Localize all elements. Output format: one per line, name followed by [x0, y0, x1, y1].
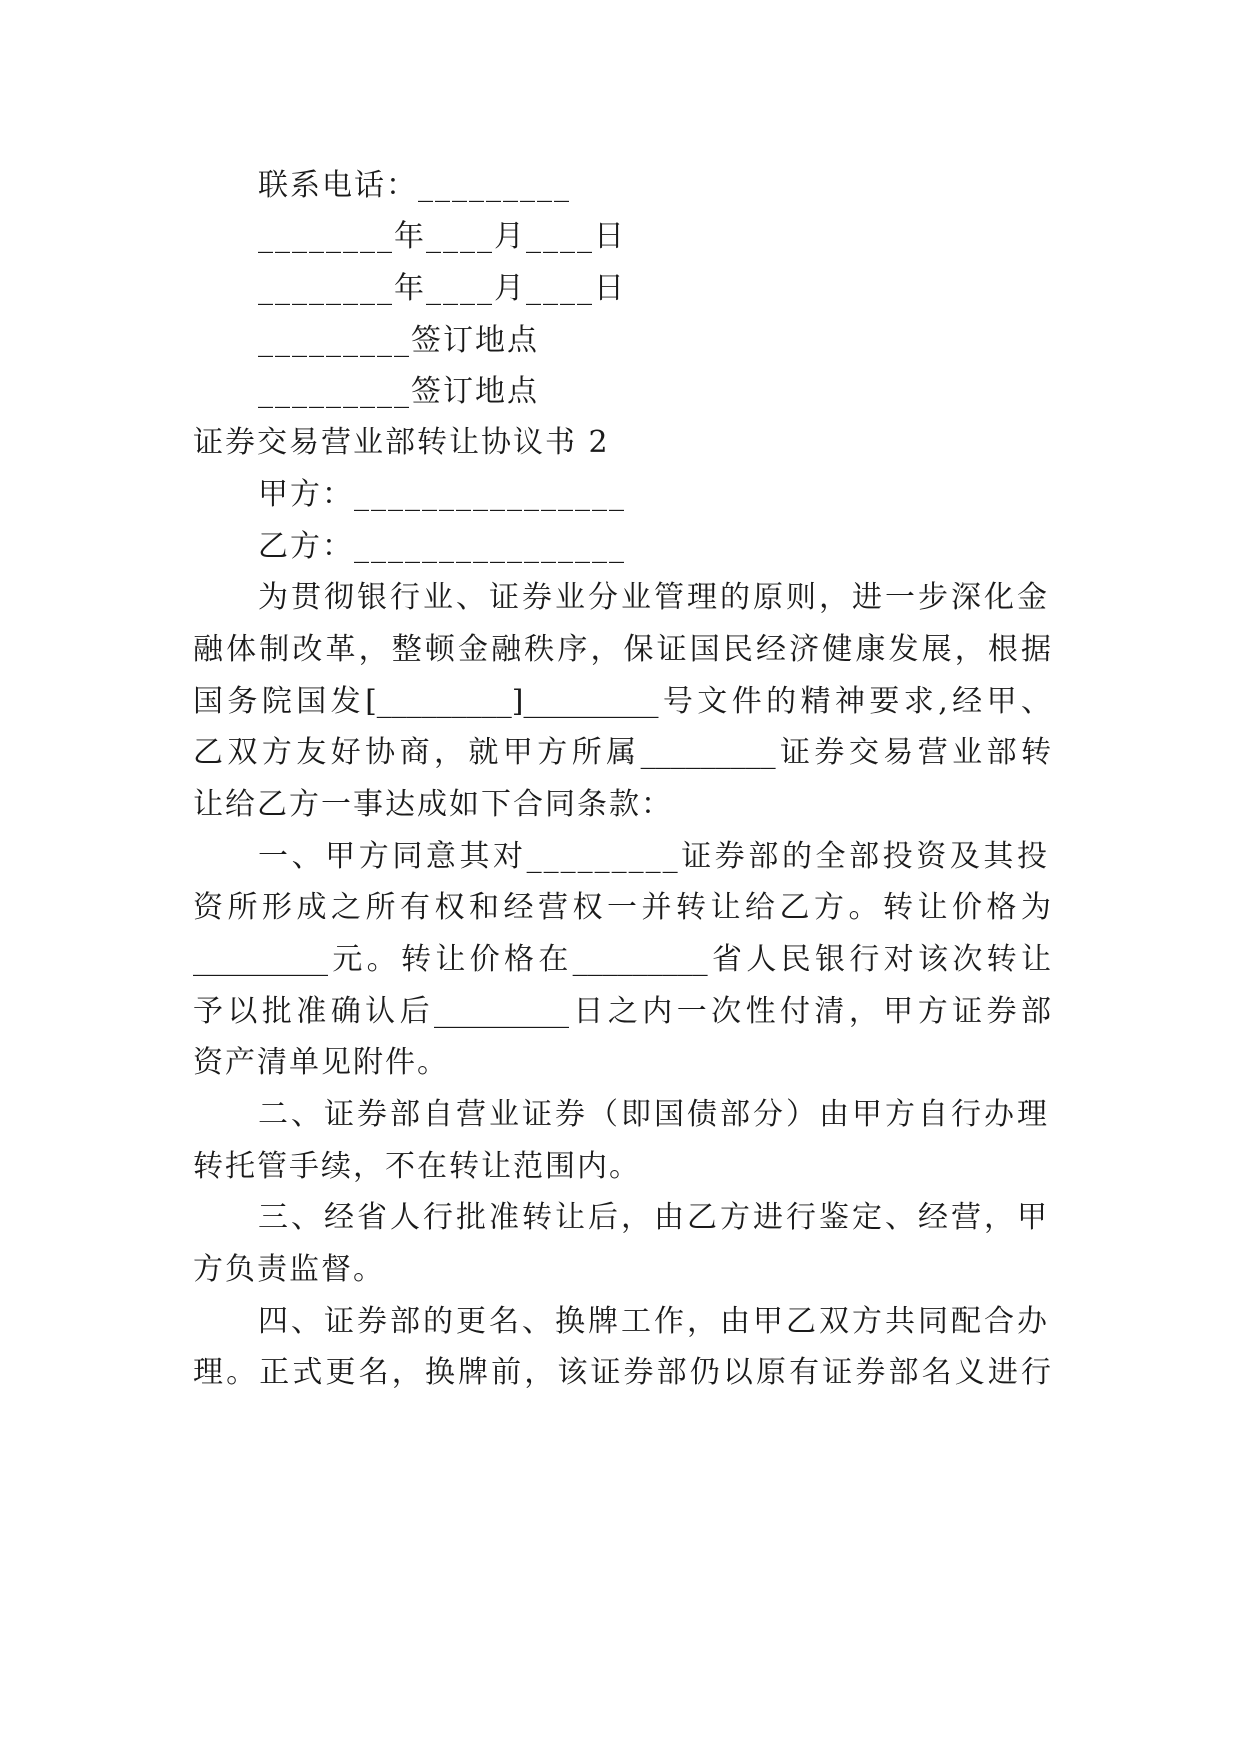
- clause-3-line-2: 方负责监督。: [193, 1252, 385, 1287]
- date-line-1: ________年____月____日: [258, 219, 626, 254]
- contact-phone-line: 联系电话：_________: [258, 168, 571, 203]
- clause-1-line-4: 予以批准确认后_________日之内一次性付清，甲方证券部: [193, 994, 1051, 1029]
- date-line-2: ________年____月____日: [258, 271, 626, 306]
- party-b-line: 乙方：________________: [258, 529, 626, 564]
- clause-1-line-5: 资产清单见附件。: [193, 1045, 449, 1080]
- body-line-1: 为贯彻银行业、证券业分业管理的原则，进一步深化金: [258, 580, 1049, 615]
- signing-place-line-1: _________签订地点: [258, 323, 539, 358]
- clause-4-line-1: 四、证券部的更名、换牌工作，由甲乙双方共同配合办: [258, 1304, 1049, 1339]
- body-line-4: 乙双方友好协商，就甲方所属_________证券交易营业部转: [193, 735, 1051, 770]
- body-line-5: 让给乙方一事达成如下合同条款：: [193, 787, 673, 822]
- clause-1-line-1: 一、甲方同意其对_________证券部的全部投资及其投: [258, 839, 1049, 874]
- clause-1-line-3: _________元。转让价格在_________省人民银行对该次转让: [193, 942, 1051, 977]
- clause-4-line-2: 理。正式更名，换牌前，该证券部仍以原有证券部名义进行: [193, 1355, 1051, 1390]
- body-line-3: 国务院国发[_________]_________号文件的精神要求,经甲、: [193, 684, 1051, 719]
- clause-2-line-2: 转托管手续，不在转让范围内。: [193, 1149, 641, 1184]
- clause-3-line-1: 三、经省人行批准转让后，由乙方进行鉴定、经营，甲: [258, 1200, 1049, 1235]
- section-title: 证券交易营业部转让协议书 2: [193, 425, 610, 460]
- party-a-line: 甲方：________________: [258, 477, 626, 512]
- signing-place-line-2: _________签订地点: [258, 374, 539, 409]
- body-line-2: 融体制改革，整顿金融秩序，保证国民经济健康发展，根据: [193, 632, 1051, 667]
- clause-2-line-1: 二、证券部自营业证券（即国债部分）由甲方自行办理: [258, 1097, 1049, 1132]
- clause-1-line-2: 资所形成之所有权和经营权一并转让给乙方。转让价格为: [193, 890, 1051, 925]
